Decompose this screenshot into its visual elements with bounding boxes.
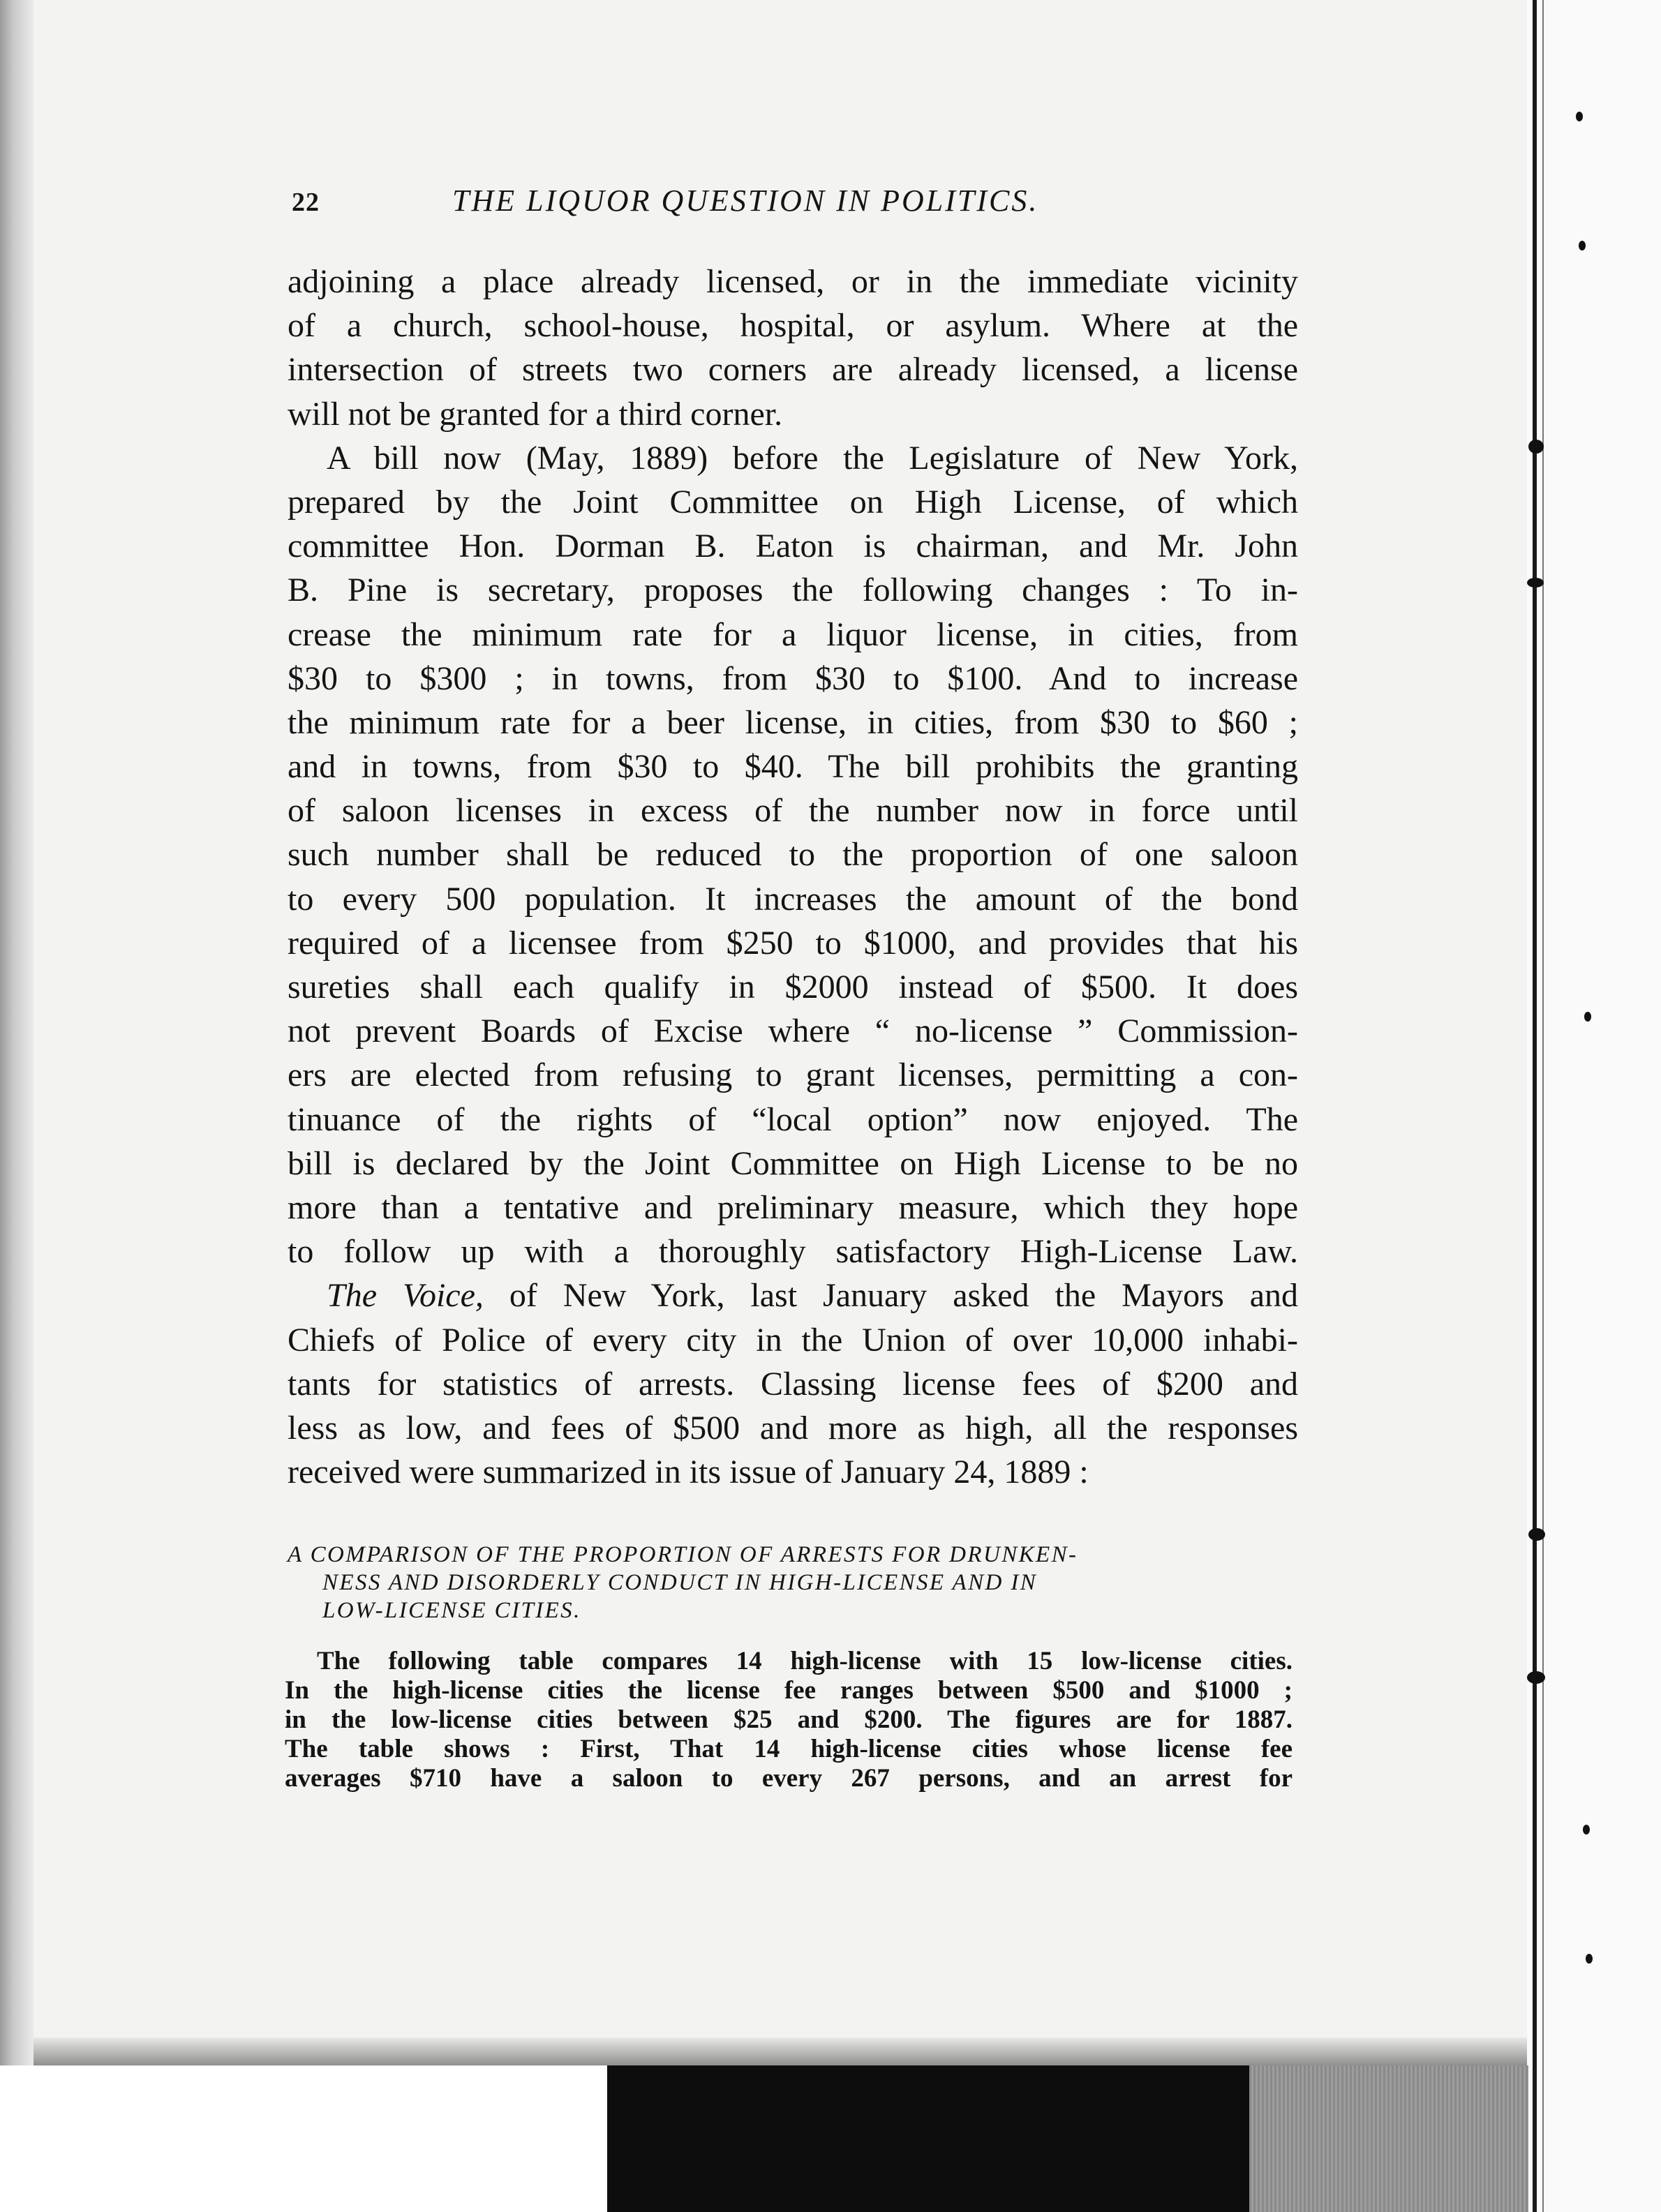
publication-title: The Voice, (327, 1277, 484, 1315)
page-number: 22 (292, 188, 320, 217)
binding-edge-line-secondary (1542, 0, 1544, 2212)
text-line: received were summarized in its issue of January 24, 1889 : (288, 1454, 1089, 1491)
scan-speck (1583, 1825, 1590, 1834)
text-line: tants for statistics of arrests. Classing license fees of $200 and (288, 1365, 1298, 1403)
scan-speck (1586, 1954, 1593, 1964)
page-bottom-shadow (33, 2038, 1527, 2065)
text-line: to every 500 population. It increases the amount of the bond (288, 880, 1298, 918)
scan-bottom-strip-grey (1249, 2065, 1528, 2212)
body-text (288, 260, 1298, 1494)
table-heading-line: NESS AND DISORDERLY CONDUCT IN HIGH-LICENSE AND IN (322, 1570, 1038, 1595)
text-line: will not be granted for a third corner. (288, 395, 783, 433)
text-line: adjoining a place already licensed, or in the immediate vicinity (288, 263, 1298, 300)
table-heading (288, 1541, 1306, 1624)
running-title: THE LIQUOR QUESTION IN POLITICS. (452, 184, 1039, 218)
text-line: Chiefs of Police of every city in the Union of over 10,000 inhabi- (288, 1321, 1298, 1359)
scan-speck (1527, 1671, 1545, 1684)
text-line-rest: of New York, last January asked the Mayors and (509, 1277, 1299, 1315)
scan-binding-area (1527, 0, 1661, 2212)
text-line: and in towns, from $30 to $40. The bill prohibits the granting (288, 748, 1298, 786)
scan-speck (1584, 1012, 1591, 1022)
table-heading-line: A COMPARISON OF THE PROPORTION OF ARRESTS FOR DRUNKEN- (288, 1542, 1078, 1567)
text-line-voice (288, 1273, 1298, 1317)
note-line: The table shows : First, That 14 high-license cities whose license fee (285, 1735, 1293, 1763)
table-note (285, 1647, 1293, 1793)
scan-speck (1576, 112, 1583, 121)
text-line: to follow up with a thoroughly satisfactory High-License Law. (288, 1233, 1298, 1271)
text-line: ers are elected from refusing to grant licenses, permitting a con- (288, 1056, 1298, 1094)
scan-speck (1579, 241, 1586, 251)
scan-speck (1528, 1528, 1545, 1541)
scan-speck (1527, 578, 1544, 588)
binding-edge-line (1533, 0, 1537, 2212)
text-line: such number shall be reduced to the proportion of one saloon (288, 836, 1298, 874)
scan-left-edge (0, 0, 33, 2065)
text-line: prepared by the Joint Committee on High License, of which (288, 483, 1298, 521)
text-line: crease the minimum rate for a liquor license, in cities, from (288, 615, 1298, 653)
text-line: not prevent Boards of Excise where “ no-license ” Commission- (288, 1012, 1298, 1050)
table-heading-line: LOW-LICENSE CITIES. (322, 1598, 581, 1623)
text-line: intersection of streets two corners are already licensed, a license (288, 351, 1298, 389)
text-line: of saloon licenses in excess of the number now in force until (288, 792, 1298, 830)
text-line: B. Pine is secretary, proposes the following changes : To in- (288, 571, 1298, 609)
text-line: more than a tentative and preliminary measure, which they hope (288, 1188, 1298, 1226)
scan-speck (1528, 440, 1544, 454)
text-line: of a church, school-house, hospital, or asylum. Where at the (288, 307, 1298, 345)
note-line: In the high-license cities the license fee ranges between $500 and $1000 ; (285, 1676, 1293, 1705)
note-line: The following table compares 14 high-license with 15 low-license cities. (317, 1647, 1293, 1675)
text-line: the minimum rate for a beer license, in cities, from $30 to $60 ; (288, 703, 1298, 741)
text-line: tinuance of the rights of “local option” now enjoyed. The (288, 1100, 1298, 1138)
running-header (292, 183, 1283, 225)
note-line: in the low-license cities between $25 and $200. The figures are for 1887. (285, 1705, 1293, 1734)
note-line: averages $710 have a saloon to every 267 persons, and an arrest for (285, 1764, 1293, 1793)
text-line: A bill now (May, 1889) before the Legislature of New York, (327, 439, 1298, 477)
scan-bottom-strip-dark (607, 2065, 1256, 2212)
text-line: bill is declared by the Joint Committee on High License to be no (288, 1144, 1298, 1182)
text-line: $30 to $300 ; in towns, from $30 to $100. And to increase (288, 659, 1298, 697)
scan-bottom-strip-light (0, 2065, 614, 2212)
text-line: committee Hon. Dorman B. Eaton is chairman, and Mr. John (288, 528, 1298, 565)
text-line: required of a licensee from $250 to $1000, and provides that his (288, 924, 1298, 962)
text-line: less as low, and fees of $500 and more as high, all the responses (288, 1409, 1298, 1447)
text-line: sureties shall each qualify in $2000 instead of $500. It does (288, 969, 1298, 1006)
